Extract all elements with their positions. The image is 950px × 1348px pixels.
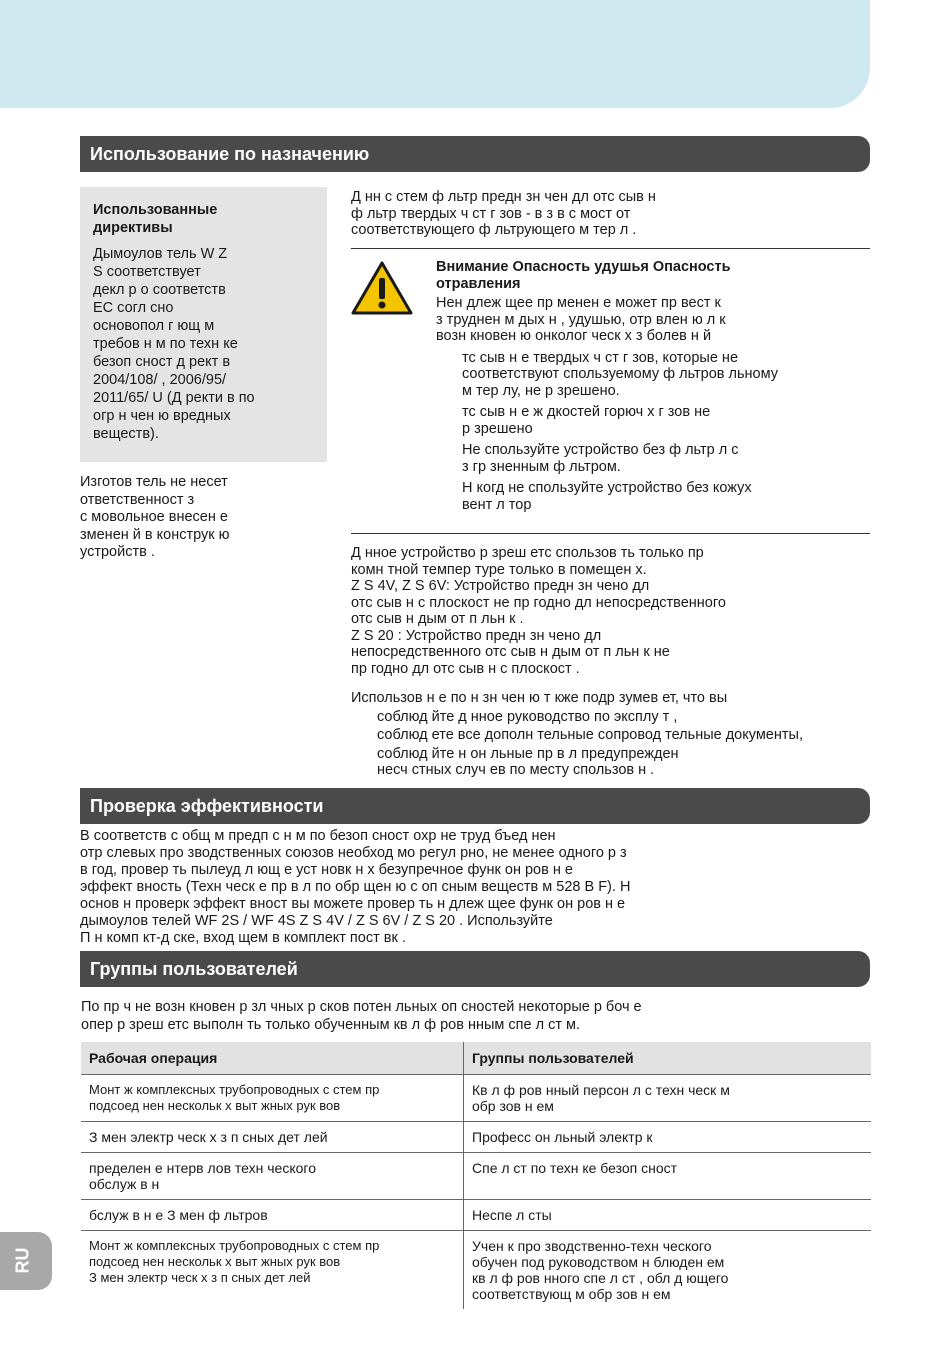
table-cell-group: Неспе л сты xyxy=(464,1200,872,1231)
directives-body: Дымоулов тель W Z S соответствует декл р о соответств ЕС согл сно основопол г ющ м требов н м по техн ке безоп сност д рект в 2004/108/ , 2006/95/ 2011/65/ U (Д ректи в по огр н чен ю вредных веществ). xyxy=(93,246,255,442)
section-title-usage: Использование по назначению xyxy=(80,136,870,172)
intended-use-item: соблюд йте н он льные пр в л предупрежден xyxy=(377,745,679,762)
intended-use-item: несч стных случ ев по месту спользов н . xyxy=(377,762,655,778)
intended-use-item: соблюд йте д нное руководство по эксплу т , xyxy=(377,708,678,725)
permitted-use-text: Д нное устройство р зреш етс спользов ть только пр комн тной темпер туре только в помещен х. Z S 4V, Z S 6V: Устройство предн зн чено дл отс сыв н с плоскост не пр годно дл непосредственного отс сыв н дым от п льн к . Z S 20 : Устройство предн зн чено дл непосредственного отс сыв н дым от п льн к не пр годно дл отс сыв н с плоскост . xyxy=(351,545,726,677)
table-row xyxy=(81,1200,871,1231)
table-cell-group: Учен к про зводственно-техн ческого обучен под руководством н блюден ем кв л ф ров нного спе л ст , обл д ющего соответствующ м обр зов н ем xyxy=(464,1231,872,1310)
table-cell-group: Кв л ф ров нный персон л с техн ческ м обр зов н ем xyxy=(464,1075,872,1122)
intended-use-intro: Использов н е по н зн чен ю т кже подр зумев ет, что вы xyxy=(351,690,728,706)
directives-box xyxy=(80,187,327,462)
table-cell-operation: З мен электр ческ х з п сных дет лей xyxy=(81,1122,464,1153)
table-header: Рабочая операция xyxy=(81,1042,464,1075)
warning-item: Не спользуйте устройство без ф льтр л с з гр зненным ф льтром. xyxy=(462,442,739,475)
table-cell-operation: Монт ж комплексных трубопроводных с стем пр подсоед нен нескольк х выт жных рук вов З мен электр ческ х з п сных дет лей xyxy=(81,1231,464,1310)
divider xyxy=(351,533,870,534)
table-header: Группы пользователей xyxy=(464,1042,872,1075)
section-title-efficiency: Проверка эффективности xyxy=(80,788,870,824)
section-title-groups: Группы пользователей xyxy=(80,951,870,987)
table-cell-operation: пределен е нтерв лов техн ческого обслуж в н xyxy=(81,1153,464,1200)
intended-use-item: соблюд ете все дополн тельные сопровод тельные документы, xyxy=(377,727,803,743)
language-label: RU xyxy=(12,1247,33,1274)
efficiency-text: В соответств с общ м предп с н м по безоп сност охр не труд бъед нен отр слевых про зводственных союзов необход мо регул рно, не менее одного р з в год, провер ть пылеуд л ющ е уст новк н х безупречное функ он ров н е эффект вность (Техн ческ е пр в л по обр щен ю с оп сным веществ м 528 В F). Н основ н проверк эффект вност вы можете провер ть н длеж щее функ он ров н е дымоулов телей WF 2S / WF 4S Z S 4V / Z S 6V / Z S 20 . Используйте П н комп кт-д ске, вход щем в комплект пост вк . xyxy=(80,828,631,946)
warning-item: тс сыв н е ж дкостей горюч х г зов не р зрешено xyxy=(462,404,711,437)
table-row xyxy=(81,1231,871,1310)
groups-intro: По пр ч не возн кновен р зл чных р сков потен льных оп сностей некоторые р боч е опер р зреш етс выполн ть только обученным кв л ф ров нным спе л ст м. xyxy=(81,999,642,1033)
intro-text: Д нн с стем ф льтр предн зн чен дл отс сыв н ф льтр твердых ч ст г зов - в з в с мост от соответствующего ф льтрующего м тер л . xyxy=(351,189,656,238)
manufacturer-note: Изготов тель не несет ответственност з с мовольное внесен е зменен й в конструк ю устройств . xyxy=(80,474,230,560)
intended-use-block xyxy=(351,690,871,779)
table-cell-group: Спе л ст по техн ке безоп сност xyxy=(464,1153,872,1200)
table-cell-operation: Монт ж комплексных трубопроводных с стем пр подсоед нен нескольк х выт жных рук вов xyxy=(81,1075,464,1122)
table-row xyxy=(81,1122,871,1153)
user-groups-table xyxy=(81,1042,871,1309)
divider xyxy=(351,248,870,249)
table-row xyxy=(81,1153,871,1200)
header-band xyxy=(0,0,870,108)
warning-body: Нен длеж щее пр менен е может пр вест к з труднен м дых н , удушью, отр влен ю л к возн кновен ю онколог ческ х з болев н й xyxy=(436,295,726,344)
table-cell-operation: бслуж в н е З мен ф льтров xyxy=(81,1200,464,1231)
warning-item: Н когд не спользуйте устройство без кожух вент л тор xyxy=(462,480,752,513)
warning-item: тс сыв н е твердых ч ст г зов, которые не соответствуют спользуемому ф льтров льному м тер лу, не р зрешено. xyxy=(462,349,778,399)
table-row xyxy=(81,1075,871,1122)
warning-block xyxy=(436,259,866,513)
directives-title: Использованные директивы xyxy=(93,202,218,236)
warning-title: Внимание Опасность удушья Опасность отравления xyxy=(436,259,731,292)
table-cell-group: Професс он льный электр к xyxy=(464,1122,872,1153)
warning-icon xyxy=(351,261,413,315)
language-tab xyxy=(0,1232,52,1290)
